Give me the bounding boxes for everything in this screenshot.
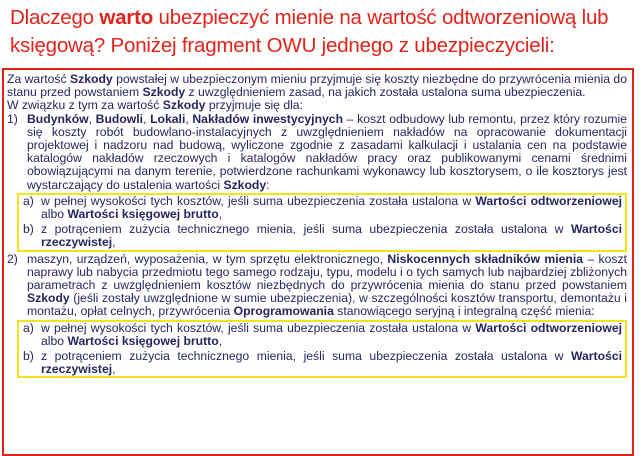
separator: , <box>185 111 193 126</box>
sub-item-b <box>23 223 622 249</box>
term-szkody: Szkody <box>223 177 267 192</box>
item-text: maszyn, urządzeń, wyposażenia, w tym sprzętu elektronicznego, <box>27 251 388 266</box>
intro-paragraph <box>7 73 627 99</box>
intro2-text: W związku z tym za wartość <box>7 98 163 113</box>
sub-letter: b) <box>23 222 34 237</box>
sub-item-a <box>23 195 622 221</box>
list-number: 1) <box>7 111 18 126</box>
term-naklady: Nakładów inwestycyjnych <box>192 111 344 126</box>
term-budowli: Budowli <box>95 111 144 126</box>
sub-letter: b) <box>23 349 34 364</box>
heading-text-post: ubezpieczyć mienie na wartość odtworzeniową lub księgową? Poniżej fragment OWU jednego z ubezpieczycieli: <box>10 6 609 57</box>
separator: , <box>88 111 96 126</box>
sub-text: , <box>112 235 116 250</box>
term-szkody: Szkody <box>142 85 186 100</box>
sub-text: w pełnej wysokości tych kosztów, jeśli suma ubezpieczenia została ustalona w <box>41 193 476 208</box>
sub-text: , <box>112 362 116 377</box>
sub-text: albo <box>41 333 68 348</box>
term-szkody: Szkody <box>162 98 206 113</box>
term-szkody: Szkody <box>27 291 70 306</box>
term-lokali: Lokali <box>150 111 186 126</box>
term-oprogramowanie: Oprogramowania <box>233 304 334 319</box>
list-item-1 <box>7 113 627 192</box>
item-text: – koszt odbudowy lub remontu, przez który rozumie się koszty robót budowlano-instalacyjnych z uwzględnieniem nakładów na opracowanie dokumentacji projektowej i nadzoru nad budową, wyliczone zgodnie z zasadami kalkulacji i ustalania cen na podstawie katalogów nakładów rzeczowych i katalogów nakładów pracy oraz publikowanymi cenami średnimi obowiązującymi na danym terenie, potwierdzone rachunkami wykonawcy lub kosztorysem, o ile kosztorys jest wystarczający do ustalenia wartości <box>27 111 627 192</box>
item-text: – koszt naprawy lub nabycia przedmiotu tego samego rodzaju, typu, modelu i o tych samych lub najbardziej zbliżonych parametrach z uwzględnieniem kosztów niezbędnych do przywrócenia mienia do stanu przed powstaniem <box>27 251 627 293</box>
sub-text: albo <box>41 207 68 222</box>
sub-text: , <box>218 333 223 348</box>
sub-text: w pełnej wysokości tych kosztów, jeśli suma ubezpieczenia została ustalona w <box>41 320 476 335</box>
intro-text: z uwzględnieniem zasad, na jakich została ustalona suma ubezpieczenia. <box>185 85 586 100</box>
separator: , <box>143 111 151 126</box>
term-wartosc-rzeczywista: Wartości rzeczywistej <box>41 222 622 250</box>
highlight-box-1 <box>17 193 627 252</box>
item-text: stanowiącego seryjną i integralną część mienia: <box>333 304 595 319</box>
list-item-2 <box>7 253 627 319</box>
sub-letter: a) <box>23 193 34 208</box>
heading-text-pre: Dlaczego <box>10 6 100 29</box>
owu-excerpt-box <box>2 68 634 456</box>
sub-text: z potrąceniem zużycia technicznego mienia, jeśli suma ubezpieczenia została ustalona w <box>41 349 571 364</box>
term-wartosc-ksiegowa: Wartości księgowej brutto <box>67 207 219 222</box>
heading-bold-word: warto <box>99 6 154 29</box>
intro2-text: przyjmuje się dla: <box>205 98 303 113</box>
sub-letter: a) <box>23 320 34 335</box>
page-heading <box>10 4 634 60</box>
item-text: (jeśli zostały uwzględnione w sumie ubezpieczenia), w szczególności kosztów transportu, demontażu i montażu, opłat celnych, przywrócenia <box>27 291 627 319</box>
term-budynkow: Budynków <box>27 111 89 126</box>
term-niskocenne: Niskocennych składników mienia <box>387 251 584 266</box>
term-szkody: Szkody <box>70 72 113 86</box>
list-number: 2) <box>7 251 18 266</box>
intro-text: powstałej w ubezpieczonym mieniu przyjmuje się koszty niezbędne do przywrócenia mienia do stanu przed powstaniem <box>7 72 627 100</box>
sub-text: , <box>218 207 223 222</box>
term-wartosc-odtworzeniowa: Wartości odtworzeniowej <box>475 193 622 208</box>
term-wartosc-ksiegowa: Wartości księgowej brutto <box>67 333 219 348</box>
term-wartosc-rzeczywista: Wartości rzeczywistej <box>41 349 622 377</box>
item-text: : <box>266 177 270 192</box>
sub-text: z potrąceniem zużycia technicznego mienia, jeśli suma ubezpieczenia została ustalona w <box>41 222 571 237</box>
sub-item-b <box>23 350 622 376</box>
sub-item-a <box>23 322 622 348</box>
highlight-box-2 <box>17 320 627 379</box>
term-wartosc-odtworzeniowa: Wartości odtworzeniowej <box>475 320 622 335</box>
intro-text: Za wartość <box>7 72 71 86</box>
